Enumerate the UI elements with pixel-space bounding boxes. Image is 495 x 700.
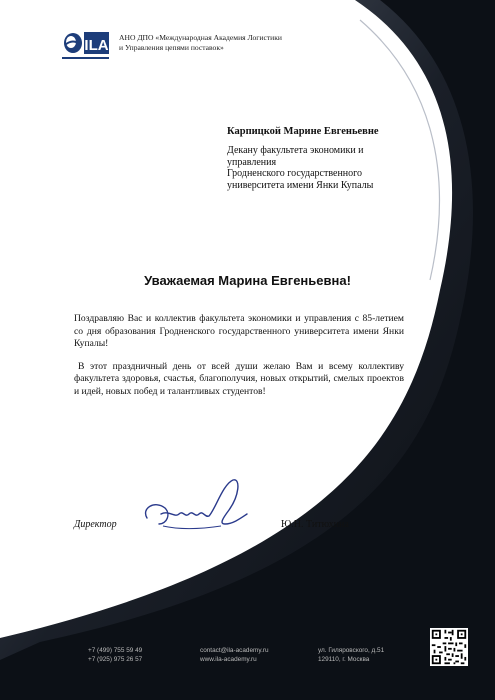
footer-web bbox=[200, 646, 269, 664]
footer-address-line: 129110, г. Москва bbox=[318, 656, 370, 663]
recipient-line: Декану факультета экономики и bbox=[227, 145, 364, 156]
recipient-line: университета имени Янки Купалы bbox=[227, 179, 374, 191]
handwritten-signature bbox=[141, 474, 251, 536]
footer-phone: +7 (925) 975 26 57 bbox=[88, 656, 143, 663]
footer-phones bbox=[88, 646, 142, 664]
signatory-name: Ю.Н. Титюхина bbox=[281, 519, 349, 530]
footer-address bbox=[318, 646, 384, 664]
footer-website: www.ila-academy.ru bbox=[200, 656, 257, 663]
body-paragraph: Поздравляю Вас и коллектив факультета экономики и управления с 85-летием со дня образования Гродненского государственного университета имени Янки Купалы! bbox=[74, 313, 404, 350]
qr-code bbox=[430, 628, 468, 666]
addressee-block bbox=[227, 126, 467, 191]
logo-text: ILA bbox=[84, 37, 109, 54]
signatory-role: Директор bbox=[74, 519, 117, 530]
salutation: Уважаемая Марина Евгеньевна! bbox=[144, 273, 351, 288]
footer-email: contact@ila-academy.ru bbox=[200, 647, 269, 654]
letter-body bbox=[74, 313, 404, 409]
org-line-2: и Управления цепями поставок» bbox=[119, 43, 224, 52]
recipient-name: Карпицкой Марине Евгеньевне bbox=[227, 126, 379, 137]
academy-logo bbox=[62, 28, 110, 64]
footer-address-line: ул. Гиляровского, д.51 bbox=[318, 647, 385, 654]
recipient-line: Гродненского государственного bbox=[227, 168, 363, 179]
body-paragraph: В этот праздничный день от всей души желаю Вам и всему коллективу факультета здоровья, счастья, благополучия, новых открытий, смелых проектов и идей, новых побед и талантливых студентов! bbox=[74, 360, 404, 397]
recipient-line: управления bbox=[227, 156, 277, 168]
org-line-1: АНО ДПО «Международная Академия Логистики bbox=[119, 33, 282, 42]
organization-name bbox=[119, 33, 282, 53]
footer-phone: +7 (499) 755 59 49 bbox=[88, 647, 143, 654]
